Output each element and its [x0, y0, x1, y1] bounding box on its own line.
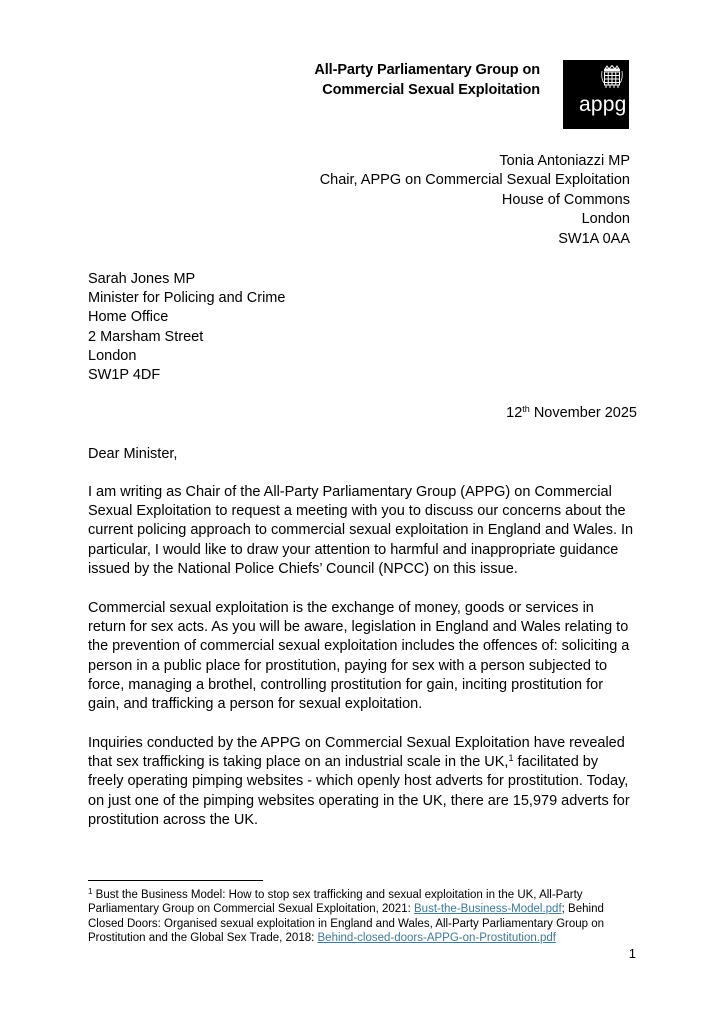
paragraph-line: Commercial sexual exploitation is the exchange of money, goods or services in	[88, 600, 594, 616]
paragraph-line: Sexual Exploitation to request a meeting with you to discuss our concerns about the	[88, 503, 626, 520]
paragraph-line	[88, 753, 640, 772]
paragraph-text: facilitated by	[513, 754, 599, 771]
sender-address	[320, 152, 630, 249]
footnote-reference[interactable]: 1	[508, 753, 514, 764]
page-number: 1	[628, 946, 636, 961]
footnote	[88, 888, 638, 946]
paragraph-line: current policing approach to commercial sexual exploitation in England and Wales. In	[88, 522, 634, 539]
date-ordinal: th	[522, 404, 530, 414]
date-day: 12	[506, 405, 523, 421]
paragraph-line: the prevention of commercial sexual exploitation includes the offences of: soliciting a	[88, 638, 630, 655]
paragraph-line: on just one of the pimping websites operating in the UK, there are 15,979 adverts for	[88, 792, 630, 809]
paragraph-line: return for sex acts. As you will be aware, legislation in England and Wales relating to	[88, 619, 629, 636]
footnote-line	[88, 902, 638, 916]
paragraph-text: that sex trafficking is taking place on an industrial scale in the UK,	[88, 754, 509, 771]
footnote-text: Prostitution and the Global Sex Trade, 2018:	[88, 932, 318, 945]
logo-text: appg	[579, 93, 627, 116]
date-month-year: November 2025	[529, 405, 637, 421]
paragraph-line: particular, I would like to draw your attention to harmful and inappropriate guidance	[88, 541, 619, 558]
organisation-name-line: All-Party Parliamentary Group on	[314, 62, 540, 78]
paragraph-line: force, managing a brothel, controlling prostitution for gain, inciting prostitution for	[88, 676, 604, 693]
behind-closed-doors-link[interactable]: Behind-closed-doors-APPG-on-Prostitution.pdf	[317, 932, 556, 945]
footnote-text: Parliamentary Group on Commercial Sexual Exploitation, 2021:	[88, 903, 414, 916]
paragraph-line: Inquiries conducted by the APPG on Commercial Sexual Exploitation have revealed	[88, 735, 625, 751]
recipient-title: Minister for Policing and Crime	[88, 290, 286, 307]
recipient-name: Sarah Jones MP	[88, 271, 196, 287]
organisation-name-line: Commercial Sexual Exploitation	[322, 82, 540, 98]
paragraph-line: gain, and trafficking a person for sexual exploitation.	[88, 696, 423, 713]
recipient-address-line: 2 Marsham Street	[88, 328, 204, 345]
paragraph-line: freely operating pimping websites - which openly host adverts for prostitution. Today,	[88, 773, 629, 790]
paragraph-line: prostitution across the UK.	[88, 811, 259, 828]
sender-title: Chair, APPG on Commercial Sexual Exploitation	[319, 172, 630, 189]
sender-address-line: House of Commons	[501, 191, 630, 208]
sender-postcode: SW1A 0AA	[558, 230, 630, 247]
footnote-line	[88, 888, 638, 902]
footnote-line	[88, 931, 638, 945]
recipient-address-line: London	[88, 347, 137, 364]
footnote-separator	[88, 880, 263, 881]
footnote-text: ; Behind	[561, 903, 604, 916]
organisation-name	[314, 60, 540, 100]
recipient-address-line: Home Office	[88, 309, 169, 326]
paragraph-line: issued by the National Police Chiefs’ Council (NPCC) on this issue.	[88, 560, 518, 577]
footnote-line: Closed Doors: Organised sexual exploitation in England and Wales, All-Party Parliamentary Group on	[88, 917, 605, 930]
body-paragraph	[88, 734, 640, 830]
footnote-marker: 1	[88, 887, 93, 896]
sender-name: Tonia Antoniazzi MP	[499, 153, 630, 169]
recipient-postcode: SW1P 4DF	[88, 367, 161, 384]
appg-logo	[563, 60, 629, 129]
salutation: Dear Minister,	[88, 446, 178, 462]
letter-date	[506, 404, 637, 423]
footnote-text: Bust the Business Model: How to stop sex trafficking and sexual exploitation in the UK, All-Party	[92, 889, 583, 901]
sender-address-line: London	[581, 211, 630, 228]
bust-the-business-model-link[interactable]: Bust-the-Business-Model.pdf	[414, 903, 562, 916]
body-paragraph	[88, 599, 640, 714]
paragraph-line: person in a public place for prostitution, paying for sex with a person subjected to	[88, 657, 608, 674]
recipient-address	[88, 270, 285, 385]
body-paragraph	[88, 483, 640, 579]
paragraph-line: I am writing as Chair of the All-Party Parliamentary Group (APPG) on Commercial	[88, 484, 612, 500]
portcullis-icon	[601, 65, 623, 91]
